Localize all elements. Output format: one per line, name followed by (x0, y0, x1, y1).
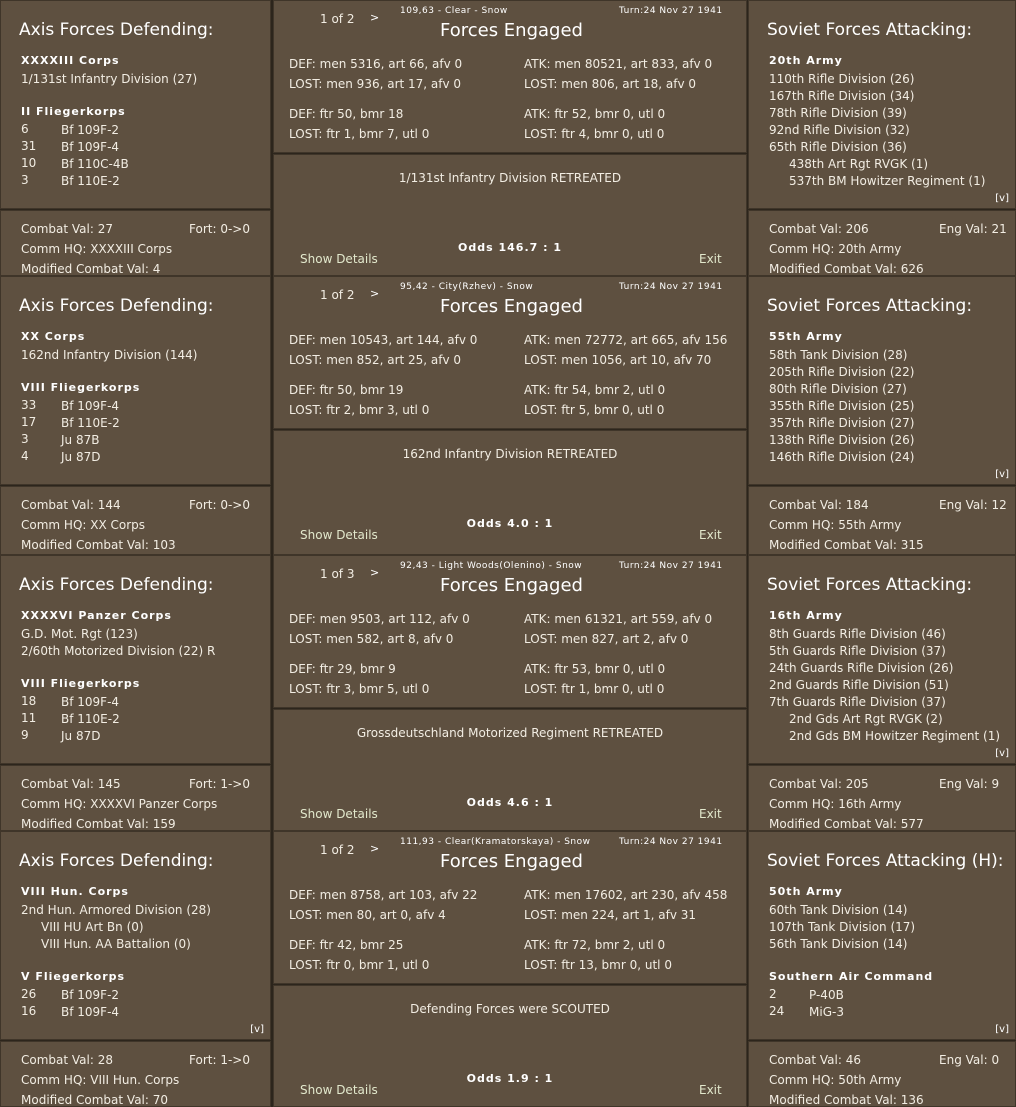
command-hq: Comm HQ: 16th Army (769, 797, 902, 811)
unit-entry: 56th Tank Division (14) (769, 937, 908, 951)
force-group-header: II Fliegerkorps (21, 105, 126, 118)
forces-engaged-panel (273, 0, 747, 153)
attacker-losses: LOST: men 806, art 18, afv 0 (524, 77, 697, 91)
soviet-forces-panel (748, 276, 1016, 485)
modified-combat-value: Modified Combat Val: 136 (769, 1093, 924, 1107)
unit-entry: VIII Hun. AA Battalion (0) (41, 937, 191, 951)
aircraft-count: 6 (21, 122, 29, 136)
combat-value: Combat Val: 184 (769, 498, 869, 512)
soviet-forces-panel (748, 555, 1016, 764)
soviet-stats-panel (748, 486, 1016, 555)
attacker-strength: ATK: men 61321, art 559, afv 0 (524, 612, 713, 626)
axis-forces-title: Axis Forces Defending: (19, 851, 214, 871)
modified-combat-value: Modified Combat Val: 159 (21, 817, 176, 831)
unit-entry: 5th Guards Rifle Division (37) (769, 644, 946, 658)
unit-entry: 138th Rifle Division (26) (769, 433, 915, 447)
unit-entry: 107th Tank Division (17) (769, 920, 916, 934)
soviet-forces-title: Soviet Forces Attacking (H): (767, 851, 1004, 871)
forces-engaged-panel (273, 831, 747, 984)
attacker-air-losses: LOST: ftr 4, bmr 0, utl 0 (524, 127, 665, 141)
combat-value: Combat Val: 145 (21, 777, 121, 791)
combat-value: Combat Val: 28 (21, 1053, 113, 1067)
show-details-button[interactable]: Show Details (300, 528, 378, 542)
defender-losses: LOST: men 936, art 17, afv 0 (289, 77, 462, 91)
combat-value: Combat Val: 206 (769, 222, 869, 236)
combat-value: Combat Val: 46 (769, 1053, 861, 1067)
aircraft-type: Bf 110E-2 (61, 712, 120, 726)
force-group-header: 55th Army (769, 330, 843, 343)
modified-combat-value: Modified Combat Val: 315 (769, 538, 924, 552)
forces-engaged-title: Forces Engaged (440, 296, 583, 317)
turn-date: Turn:24 Nov 27 1941 (619, 6, 723, 16)
fort-value: Fort: 1->0 (189, 777, 250, 791)
aircraft-type: Bf 109F-2 (61, 123, 120, 137)
expand-list-button[interactable]: [v] (250, 1024, 264, 1035)
forces-engaged-title: Forces Engaged (440, 575, 583, 596)
engineer-value: Eng Val: 9 (939, 777, 1000, 791)
command-hq: Comm HQ: 50th Army (769, 1073, 902, 1087)
expand-list-button[interactable]: [v] (995, 469, 1009, 480)
aircraft-type: P-40B (809, 988, 844, 1002)
exit-button[interactable]: Exit (699, 1083, 722, 1097)
modified-combat-value: Modified Combat Val: 70 (21, 1093, 169, 1107)
axis-forces-panel (0, 555, 271, 764)
unit-entry: 438th Art Rgt RVGK (1) (789, 157, 929, 171)
force-group-header: XXXXIII Corps (21, 54, 120, 67)
unit-entry: 78th Rifle Division (39) (769, 106, 907, 120)
aircraft-type: Bf 110E-2 (61, 174, 120, 188)
fort-value: Fort: 0->0 (189, 498, 250, 512)
force-group-header: VIII Fliegerkorps (21, 677, 141, 690)
modified-combat-value: Modified Combat Val: 103 (21, 538, 176, 552)
aircraft-count: 24 (769, 1004, 785, 1018)
forces-engaged-panel (273, 555, 747, 708)
page-indicator: 1 of 2 (320, 12, 355, 26)
aircraft-type: Bf 109F-4 (61, 1005, 120, 1019)
unit-entry: 167th Rifle Division (34) (769, 89, 915, 103)
defender-air-losses: LOST: ftr 0, bmr 1, utl 0 (289, 958, 430, 972)
exit-button[interactable]: Exit (699, 807, 722, 821)
soviet-forces-panel (748, 0, 1016, 209)
command-hq: Comm HQ: XXXXIII Corps (21, 242, 173, 256)
aircraft-type: MiG-3 (809, 1005, 844, 1019)
hex-info: 92,43 - Light Woods(Olenino) - Snow (400, 561, 583, 571)
aircraft-count: 10 (21, 156, 37, 170)
forces-engaged-panel (273, 276, 747, 429)
unit-entry: 2nd Gds Art Rgt RVGK (2) (789, 712, 943, 726)
attacker-strength: ATK: men 80521, art 833, afv 0 (524, 57, 713, 71)
hex-info: 111,93 - Clear(Kramatorskaya) - Snow (400, 837, 591, 847)
attacker-air: ATK: ftr 72, bmr 2, utl 0 (524, 938, 666, 952)
axis-stats-panel (0, 210, 271, 276)
next-page-button[interactable]: > (370, 11, 380, 24)
show-details-button[interactable]: Show Details (300, 1083, 378, 1097)
command-hq: Comm HQ: 55th Army (769, 518, 902, 532)
aircraft-count: 16 (21, 1004, 37, 1018)
next-page-button[interactable]: > (370, 287, 380, 300)
attacker-losses: LOST: men 224, art 1, afv 31 (524, 908, 697, 922)
page-indicator: 1 of 2 (320, 288, 355, 302)
aircraft-type: Ju 87B (61, 433, 100, 447)
fort-value: Fort: 1->0 (189, 1053, 250, 1067)
combat-report (0, 0, 1016, 276)
force-group-header: 16th Army (769, 609, 843, 622)
defender-air: DEF: ftr 29, bmr 9 (289, 662, 396, 676)
combat-result: Grossdeutschland Motorized Regiment RETREATED (356, 726, 664, 740)
forces-engaged-title: Forces Engaged (440, 851, 583, 872)
attacker-strength: ATK: men 17602, art 230, afv 458 (524, 888, 728, 902)
combat-value: Combat Val: 27 (21, 222, 113, 236)
combat-result: 1/131st Infantry Division RETREATED (398, 171, 622, 185)
expand-list-button[interactable]: [v] (995, 193, 1009, 204)
aircraft-count: 18 (21, 694, 37, 708)
unit-entry: 58th Tank Division (28) (769, 348, 908, 362)
unit-entry: 355th Rifle Division (25) (769, 399, 915, 413)
attacker-air: ATK: ftr 54, bmr 2, utl 0 (524, 383, 666, 397)
defender-strength: DEF: men 5316, art 66, afv 0 (289, 57, 463, 71)
axis-forces-panel (0, 276, 271, 485)
unit-entry: 205th Rifle Division (22) (769, 365, 915, 379)
show-details-button[interactable]: Show Details (300, 807, 378, 821)
defender-air: DEF: ftr 50, bmr 19 (289, 383, 404, 397)
forces-engaged-title: Forces Engaged (440, 20, 583, 41)
defender-strength: DEF: men 9503, art 112, afv 0 (289, 612, 470, 626)
unit-entry: 60th Tank Division (14) (769, 903, 908, 917)
unit-entry: 357th Rifle Division (27) (769, 416, 915, 430)
combat-result: Defending Forces were SCOUTED (410, 1002, 610, 1016)
aircraft-count: 2 (769, 987, 777, 1001)
combat-odds: Odds 4.6 : 1 (466, 796, 554, 809)
hex-info: 109,63 - Clear - Snow (400, 6, 508, 16)
axis-stats-panel (0, 765, 271, 831)
command-hq: Comm HQ: 20th Army (769, 242, 902, 256)
combat-value: Combat Val: 144 (21, 498, 121, 512)
combat-result-panel (273, 154, 747, 276)
axis-stats-panel (0, 1041, 271, 1107)
combat-result-panel (273, 430, 747, 555)
engineer-value: Eng Val: 21 (939, 222, 1007, 236)
force-group-header: Southern Air Command (769, 970, 934, 983)
show-details-button[interactable]: Show Details (300, 252, 378, 266)
unit-entry: 2nd Gds BM Howitzer Regiment (1) (789, 729, 1001, 743)
unit-entry: 65th Rifle Division (36) (769, 140, 907, 154)
axis-stats-panel (0, 486, 271, 555)
combat-result-panel (273, 985, 747, 1107)
attacker-air: ATK: ftr 53, bmr 0, utl 0 (524, 662, 666, 676)
unit-entry: 1/131st Infantry Division (27) (21, 72, 198, 86)
aircraft-type: Bf 109F-4 (61, 399, 120, 413)
axis-forces-title: Axis Forces Defending: (19, 20, 214, 40)
aircraft-type: Bf 109F-2 (61, 988, 120, 1002)
force-group-header: VIII Fliegerkorps (21, 381, 141, 394)
force-group-header: VIII Hun. Corps (21, 885, 129, 898)
unit-entry: 162nd Infantry Division (144) (21, 348, 198, 362)
attacker-losses: LOST: men 827, art 2, afv 0 (524, 632, 689, 646)
unit-entry: VIII HU Art Bn (0) (41, 920, 144, 934)
engineer-value: Eng Val: 0 (939, 1053, 1000, 1067)
defender-air-losses: LOST: ftr 2, bmr 3, utl 0 (289, 403, 430, 417)
unit-entry: 8th Guards Rifle Division (46) (769, 627, 946, 641)
axis-forces-panel (0, 0, 271, 209)
soviet-stats-panel (748, 210, 1016, 276)
page-indicator: 1 of 3 (320, 567, 355, 581)
defender-air: DEF: ftr 50, bmr 18 (289, 107, 404, 121)
aircraft-type: Bf 110E-2 (61, 416, 120, 430)
aircraft-count: 31 (21, 139, 37, 153)
command-hq: Comm HQ: XX Corps (21, 518, 146, 532)
unit-entry: 146th Rifle Division (24) (769, 450, 915, 464)
unit-entry: G.D. Mot. Rgt (123) (21, 627, 138, 641)
attacker-air-losses: LOST: ftr 13, bmr 0, utl 0 (524, 958, 672, 972)
combat-odds: Odds 1.9 : 1 (466, 1072, 554, 1085)
combat-odds: Odds 146.7 : 1 (458, 241, 562, 254)
force-group-header: XX Corps (21, 330, 86, 343)
aircraft-type: Bf 109F-4 (61, 140, 120, 154)
aircraft-count: 11 (21, 711, 37, 725)
soviet-stats-panel (748, 765, 1016, 831)
aircraft-count: 3 (21, 432, 29, 446)
defender-air: DEF: ftr 42, bmr 25 (289, 938, 404, 952)
unit-entry: 537th BM Howitzer Regiment (1) (789, 174, 986, 188)
modified-combat-value: Modified Combat Val: 4 (21, 262, 161, 276)
defender-losses: LOST: men 852, art 25, afv 0 (289, 353, 462, 367)
turn-date: Turn:24 Nov 27 1941 (619, 561, 723, 571)
defender-air-losses: LOST: ftr 3, bmr 5, utl 0 (289, 682, 430, 696)
aircraft-count: 3 (21, 173, 29, 187)
soviet-forces-panel (748, 831, 1016, 1040)
aircraft-type: Bf 110C-4B (61, 157, 129, 171)
defender-air-losses: LOST: ftr 1, bmr 7, utl 0 (289, 127, 430, 141)
aircraft-count: 9 (21, 728, 29, 742)
force-group-header: V Fliegerkorps (21, 970, 126, 983)
unit-entry: 2nd Hun. Armored Division (28) (21, 903, 211, 917)
defender-losses: LOST: men 582, art 8, afv 0 (289, 632, 454, 646)
soviet-forces-title: Soviet Forces Attacking: (767, 296, 973, 316)
aircraft-type: Bf 109F-4 (61, 695, 120, 709)
unit-entry: 92nd Rifle Division (32) (769, 123, 910, 137)
combat-value: Combat Val: 205 (769, 777, 869, 791)
soviet-stats-panel (748, 1041, 1016, 1107)
soviet-forces-title: Soviet Forces Attacking: (767, 20, 973, 40)
force-group-header: 50th Army (769, 885, 843, 898)
aircraft-count: 26 (21, 987, 37, 1001)
axis-forces-panel (0, 831, 271, 1040)
modified-combat-value: Modified Combat Val: 577 (769, 817, 924, 831)
force-group-header: 20th Army (769, 54, 843, 67)
axis-forces-title: Axis Forces Defending: (19, 296, 214, 316)
unit-entry: 110th Rifle Division (26) (769, 72, 915, 86)
combat-odds: Odds 4.0 : 1 (466, 517, 554, 530)
unit-entry: 80th Rifle Division (27) (769, 382, 907, 396)
force-group-header: XXXXVI Panzer Corps (21, 609, 172, 622)
engineer-value: Eng Val: 12 (939, 498, 1007, 512)
unit-entry: 2/60th Motorized Division (22) R (21, 644, 216, 658)
combat-result-panel (273, 709, 747, 831)
command-hq: Comm HQ: VIII Hun. Corps (21, 1073, 180, 1087)
attacker-losses: LOST: men 1056, art 10, afv 70 (524, 353, 712, 367)
fort-value: Fort: 0->0 (189, 222, 250, 236)
combat-result: 162nd Infantry Division RETREATED (402, 447, 618, 461)
page-indicator: 1 of 2 (320, 843, 355, 857)
aircraft-count: 4 (21, 449, 29, 463)
attacker-air-losses: LOST: ftr 1, bmr 0, utl 0 (524, 682, 665, 696)
next-page-button[interactable]: > (370, 842, 380, 855)
attacker-strength: ATK: men 72772, art 665, afv 156 (524, 333, 728, 347)
combat-report (0, 555, 1016, 831)
aircraft-type: Ju 87D (61, 729, 101, 743)
command-hq: Comm HQ: XXXXVI Panzer Corps (21, 797, 218, 811)
unit-entry: 24th Guards Rifle Division (26) (769, 661, 954, 675)
axis-forces-title: Axis Forces Defending: (19, 575, 214, 595)
expand-list-button[interactable]: [v] (995, 1024, 1009, 1035)
hex-info: 95,42 - City(Rzhev) - Snow (400, 282, 534, 292)
unit-entry: 7th Guards Rifle Division (37) (769, 695, 946, 709)
combat-report (0, 276, 1016, 555)
turn-date: Turn:24 Nov 27 1941 (619, 837, 723, 847)
defender-losses: LOST: men 80, art 0, afv 4 (289, 908, 446, 922)
defender-strength: DEF: men 8758, art 103, afv 22 (289, 888, 478, 902)
attacker-air-losses: LOST: ftr 5, bmr 0, utl 0 (524, 403, 665, 417)
attacker-air: ATK: ftr 52, bmr 0, utl 0 (524, 107, 666, 121)
soviet-forces-title: Soviet Forces Attacking: (767, 575, 973, 595)
next-page-button[interactable]: > (370, 566, 380, 579)
exit-button[interactable]: Exit (699, 528, 722, 542)
exit-button[interactable]: Exit (699, 252, 722, 266)
expand-list-button[interactable]: [v] (995, 748, 1009, 759)
combat-report (0, 831, 1016, 1107)
modified-combat-value: Modified Combat Val: 626 (769, 262, 924, 276)
aircraft-count: 33 (21, 398, 37, 412)
aircraft-count: 17 (21, 415, 37, 429)
defender-strength: DEF: men 10543, art 144, afv 0 (289, 333, 478, 347)
aircraft-type: Ju 87D (61, 450, 101, 464)
unit-entry: 2nd Guards Rifle Division (51) (769, 678, 949, 692)
turn-date: Turn:24 Nov 27 1941 (619, 282, 723, 292)
